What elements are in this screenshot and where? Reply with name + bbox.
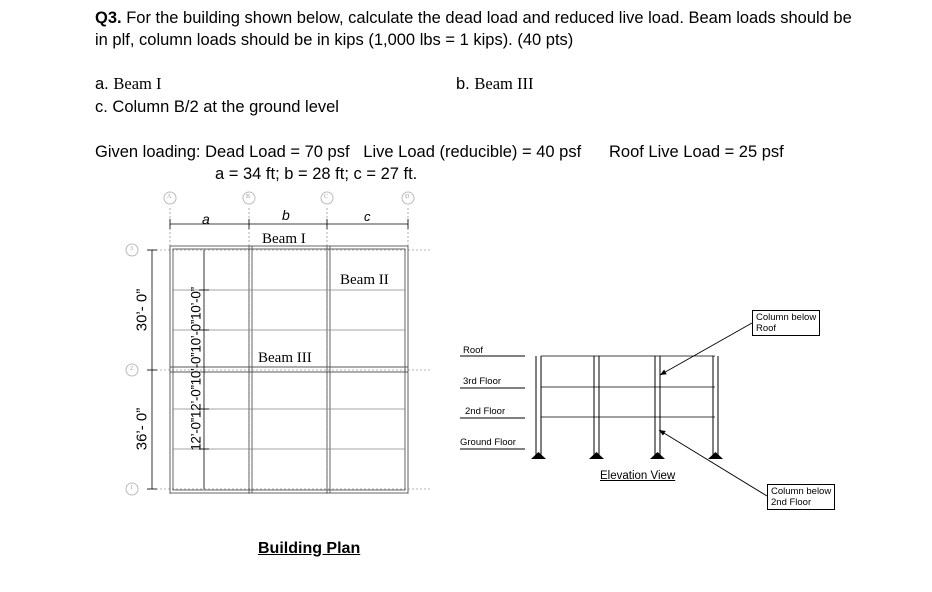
grid-label-3: 3	[130, 246, 133, 252]
dim-chain: 12’-0”12’-0”10’-0”10’-0”10’-0”	[188, 287, 204, 451]
elevation-columns	[536, 356, 718, 456]
beam-i-label: Beam I	[262, 231, 306, 247]
elevation-floors	[460, 356, 525, 449]
part-b-prefix: b.	[456, 75, 475, 93]
span-label-a: a	[202, 211, 210, 227]
question-number: Q3.	[95, 9, 122, 27]
plan-infill-beams	[173, 290, 405, 449]
building-plan-title: Building Plan	[258, 540, 361, 557]
callout-column-below-2nd-floor	[767, 484, 835, 510]
callout-roof-line2: Roof	[756, 323, 777, 334]
grid-label-b: B	[246, 194, 251, 200]
elevation-view-title: Elevation View	[600, 470, 676, 482]
span-label-c: c	[364, 209, 371, 224]
callout-2nd-line1: Column below	[771, 486, 832, 497]
question-line-2: in plf, column loads should be in kips (1,000 lbs = 1 kips). (40 pts)	[95, 31, 574, 49]
grid-label-2: 2	[130, 366, 133, 372]
floor2-label: 2nd Floor	[465, 406, 506, 417]
question-text-1: For the building shown below, calculate the dead load and reduced live load. Beam loads should be	[126, 9, 852, 27]
part-a-name: Beam I	[113, 74, 162, 93]
dim-30ft: 30’- 0”	[133, 288, 151, 332]
elevation-beams	[541, 356, 715, 417]
callout-2nd-line2: 2nd Floor	[771, 497, 812, 508]
part-b-name: Beam III	[474, 74, 534, 93]
span-label-b: b	[282, 207, 290, 223]
grid-label-c: C	[324, 194, 329, 200]
callout-column-below-roof	[752, 310, 820, 336]
callout-roof-line1: Column below	[756, 312, 817, 323]
given-loading: Given loading: Dead Load = 70 psf Live Load (reducible) = 40 psf	[95, 143, 582, 161]
grid-label-1: 1	[130, 485, 133, 491]
elevation-supports	[531, 452, 723, 459]
grid-label-d: D	[405, 194, 410, 200]
dim-36ft: 36’- 0”	[133, 407, 151, 451]
ground-floor-label: Ground Floor	[460, 437, 516, 448]
part-a-prefix: a.	[95, 75, 114, 93]
beam-ii-label: Beam II	[340, 272, 389, 288]
part-c: c. Column B/2 at the ground level	[95, 98, 339, 116]
beam-iii-label: Beam III	[258, 350, 312, 366]
roof-label: Roof	[463, 345, 484, 356]
dimensions-given: a = 34 ft; b = 28 ft; c = 27 ft.	[215, 165, 418, 183]
roof-live-load: Roof Live Load = 25 psf	[609, 143, 784, 161]
floor3-label: 3rd Floor	[463, 376, 502, 387]
grid-label-a: A	[167, 194, 172, 200]
